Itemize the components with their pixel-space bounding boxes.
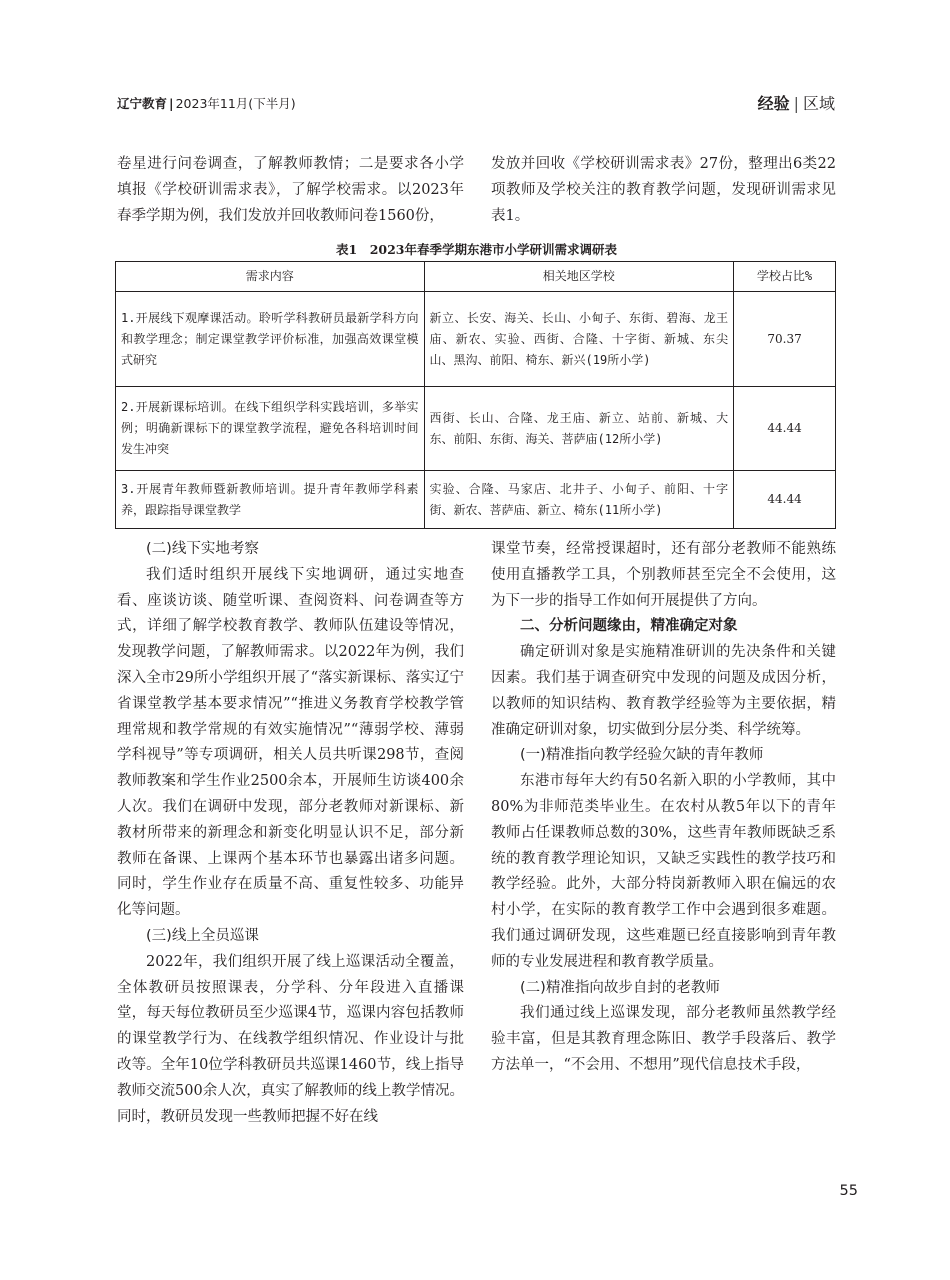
paragraph: 确定研训对象是实施精准研训的先决条件和关键因素。我们基于调查研究中发现的问题及成因分析，以教师的知识结构、教育教学经验等为主要依据，精准确定研训对象，切实做到分层分类、科学统筹。 bbox=[491, 644, 836, 738]
cell-schools: 新立、长安、海关、长山、小甸子、东街、碧海、龙王庙、新农、实验、西街、合隆、十字街、新城、东尖山、黑沟、前阳、椅东、新兴(19所小学) bbox=[424, 292, 734, 387]
section-sub: 区域 bbox=[802, 94, 835, 113]
table-row bbox=[116, 387, 836, 471]
cell-ratio: 70.37 bbox=[734, 292, 836, 387]
table-header-row bbox=[116, 262, 836, 292]
cell-content: 2.开展新课标培训。在线下组织学科实践培训，多举实例；明确新课标下的课堂教学流程，避免各科培训时间发生冲突 bbox=[116, 387, 425, 471]
paragraph: 东港市每年大约有50名新入职的小学教师，其中80%为非师范类毕业生。在农村从教5年以下的青年教师占任课教师总数的30%，这些青年教师既缺乏系统的教育教学理论知识，又缺乏实践性的教学技巧和教学经验。此外，大部分特岗新教师入职在偏远的农村小学，在实际的教育教学工作中会遇到很多难题。我们通过调研发现，这些难题已经直接影响到青年教师的专业发展进程和教育教学质量。 bbox=[491, 773, 836, 970]
journal-header bbox=[117, 94, 296, 112]
bottom-left-column bbox=[117, 537, 464, 1130]
cell-ratio: 44.44 bbox=[734, 471, 836, 529]
table-row bbox=[116, 471, 836, 529]
cell-ratio: 44.44 bbox=[734, 387, 836, 471]
page-number: 55 bbox=[839, 1183, 858, 1199]
journal-issue: 2023年11月(下半月) bbox=[175, 96, 296, 111]
header-ratio: 学校占比% bbox=[734, 262, 836, 292]
paragraph: 卷星进行问卷调查，了解教师教情；二是要求各小学填报《学校研训需求表》，了解学校需求。以2023年春季学期为例，我们发放并回收教师问卷1560份， bbox=[117, 156, 464, 224]
section-main: 经验 bbox=[757, 94, 790, 113]
section-separator: | bbox=[793, 94, 799, 113]
journal-name: 辽宁教育 bbox=[117, 96, 168, 111]
top-right-column bbox=[491, 152, 836, 229]
header-separator: | bbox=[169, 96, 174, 111]
top-left-column bbox=[117, 152, 464, 229]
subheading-offline-inspection: (二)线下实地考察 bbox=[146, 541, 259, 557]
section-heading: 二、分析问题缘由，精准确定对象 bbox=[520, 618, 738, 635]
paragraph: 课堂节奏，经常授课超时，还有部分老教师不能熟练使用直播教学工具，个别教师甚至完全不会使用，这为下一步的指导工作如何开展提供了方向。 bbox=[491, 541, 836, 609]
subheading-young-teachers: (一)精准指向教学经验欠缺的青年教师 bbox=[520, 747, 764, 764]
bottom-right-column bbox=[491, 537, 836, 1079]
paragraph: 2022年，我们组织开展了线上巡课活动全覆盖，全体教研员按照课表，分学科、分年段进入直播课堂，每天每位教研员至少巡课4节，巡课内容包括教师的课堂教学行为、在线教学组织情况、作业设计与批改等。全年10位学科教研员共巡课1460节，线上指导教师交流500余人次，真实了解教师的线上教学情况。同时，教研员发现一些教师把握不好在线 bbox=[117, 953, 464, 1125]
header-schools: 相关地区学校 bbox=[424, 262, 734, 292]
paragraph: 我们通过线上巡课发现，部分老教师虽然教学经验丰富，但是其教育理念陈旧、教学手段落后、教学方法单一，“不会用、不想用”现代信息技术手段， bbox=[491, 1005, 836, 1073]
table-row bbox=[116, 292, 836, 387]
cell-content: 1.开展线下观摩课活动。聆听学科教研员最新学科方向和教学理念；制定课堂教学评价标准，加强高效课堂模式研究 bbox=[116, 292, 425, 387]
header-content: 需求内容 bbox=[116, 262, 425, 292]
cell-content: 3.开展青年教师暨新教师培训。提升青年教师学科素养，跟踪指导课堂教学 bbox=[116, 471, 425, 529]
paragraph: 发放并回收《学校研训需求表》27份，整理出6类22项教师及学校关注的教育教学问题，发现研训需求见表1。 bbox=[491, 156, 836, 224]
cell-schools: 西街、长山、合隆、龙王庙、新立、站前、新城、大东、前阳、东街、海关、菩萨庙(12所小学) bbox=[424, 387, 734, 471]
subheading-online-inspection: (三)线上全员巡课 bbox=[146, 927, 259, 944]
table-caption: 表1 2023年春季学期东港市小学研训需求调研表 bbox=[336, 242, 617, 257]
survey-table bbox=[115, 261, 836, 529]
subheading-old-teachers: (二)精准指向故步自封的老教师 bbox=[520, 979, 720, 996]
paragraph: 我们适时组织开展线下实地调研，通过实地查看、座谈访谈、随堂听课、查阅资料、问卷调查等方式，详细了解学校教育教学、教师队伍建设等情况，发现教学问题，了解教师需求。以2022年为例，我们深入全市29所小学组织开展了“落实新课标、落实辽宁省课堂教学基本要求情况”“推进义务教育学校教学管理常规和教学常规的有效实施情况”“薄弱学校、薄弱学科视导”等专项调研，相关人员共听课298节，查阅教师教案和学生作业2500余本，开展师生访谈400余人次。我们在调研中发现，部分老教师对新课标、新教材所带来的新理念和新变化明显认识不足，部分新教师在备课、上课两个基本环节也暴露出诸多问题。同时，学生作业存在质量不高、重复性较多、功能异化等问题。 bbox=[117, 566, 464, 919]
cell-schools: 实验、合隆、马家店、北井子、小甸子、前阳、十字街、新农、菩萨庙、新立、椅东(11所小学) bbox=[424, 471, 734, 529]
section-header bbox=[758, 91, 835, 114]
